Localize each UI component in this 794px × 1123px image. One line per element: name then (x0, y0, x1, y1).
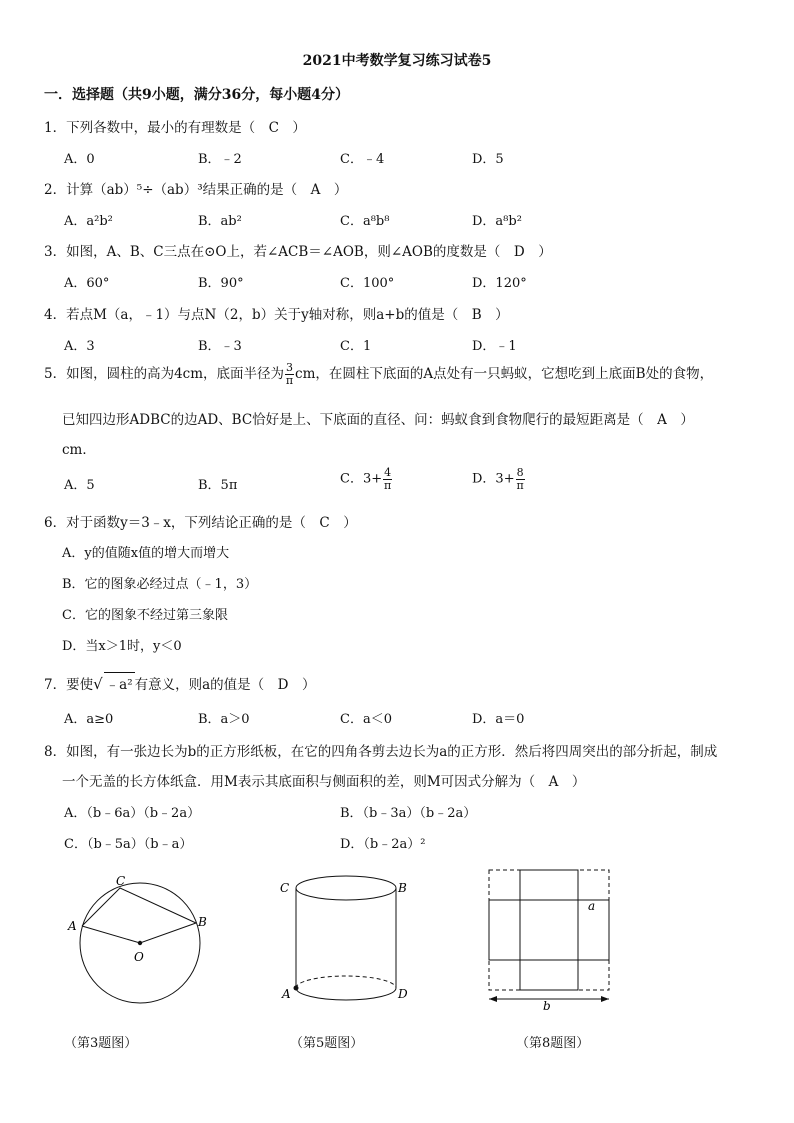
top-ellipse (296, 876, 396, 900)
question-5-option-a: A．5 (64, 478, 95, 493)
arrow-left (489, 996, 497, 1002)
question-8-option-d: D．（b﹣2a）² (340, 837, 426, 852)
question-2-option-a: A．a²b² (64, 214, 113, 229)
question-4-option-a: A．3 (64, 339, 95, 354)
question-3-option-d: D．120° (472, 276, 527, 291)
question-5-line-3: cm． (62, 442, 96, 458)
question-4-option-b: B．﹣3 (198, 339, 242, 354)
option-c-prefix: C．3+ (340, 471, 383, 487)
question-6-option-b: B．它的图象必经过点（﹣1，3） (62, 577, 258, 592)
radii-aob (82, 923, 196, 943)
fraction-numerator: 8 (516, 466, 524, 479)
question-4-option-c: C．1 (340, 339, 372, 354)
question-1-option-a: A．0 (64, 152, 95, 167)
fraction-denominator: π (516, 478, 524, 492)
label-a: A (282, 987, 291, 1001)
radius-fraction (285, 362, 294, 386)
outer-square (489, 870, 609, 990)
question-3-stem: 3．如图，A、B、C三点在⊙O上，若∠ACB＝∠AOB，则∠AOB的度数是（ D ） (44, 244, 552, 260)
question-5-stem-before: 5．如图，圆柱的高为4cm，底面半径为 (44, 366, 285, 382)
question-7-stem (44, 672, 316, 693)
question-3-option-b: B．90° (198, 276, 244, 291)
question-7-option-d: D．a＝0 (472, 712, 525, 727)
question-6-option-a: A．y的值随x值的增大而增大 (62, 546, 230, 561)
question-1-option-b: B．﹣2 (198, 152, 242, 167)
label-a: A (68, 919, 77, 933)
question-1-option-c: C．﹣4 (340, 152, 385, 167)
option-d-fraction (516, 467, 525, 491)
option-c-fraction (383, 467, 392, 491)
question-6-stem: 6．对于函数y＝3﹣x，下列结论正确的是（ C ） (44, 515, 357, 531)
label-b: B (198, 915, 207, 929)
figure-8-caption: （第8题图） (516, 1036, 590, 1051)
question-7-stem-before: 7．要使 (44, 677, 94, 693)
fraction-numerator: 3 (286, 361, 294, 375)
radicand: ﹣a² (104, 672, 135, 693)
question-1-stem: 1．下列各数中，最小的有理数是（ C ） (44, 120, 306, 136)
option-d-prefix: D．3+ (472, 471, 515, 487)
question-6-option-d: D．当x＞1时，y＜0 (62, 639, 182, 654)
radical-sign: √ (93, 675, 103, 693)
question-8-option-b: B．（b﹣3a）（b﹣2a） (340, 806, 477, 821)
question-2-option-c: C．a⁸b⁸ (340, 214, 390, 229)
question-6-option-c: C．它的图象不经过第三象限 (62, 608, 228, 623)
section-heading: 一．选择题（共9小题，满分36分，每小题4分） (44, 87, 349, 103)
page-title: 2021中考数学复习练习试卷5 (302, 53, 492, 69)
question-7-option-c: C．a＜0 (340, 712, 392, 727)
chords-acb (82, 888, 196, 926)
question-5-stem-after: cm，在圆柱下底面的A点处有一只蚂蚁，它想吃到上底面B处的食物， (295, 366, 714, 382)
point-a-dot (294, 986, 299, 991)
label-b: b (543, 999, 551, 1012)
label-b: B (398, 881, 407, 895)
question-8-line-1: 8．如图，有一张边长为b的正方形纸板，在它的四角各剪去边长为a的正方形．然后将四周突出的部分折起，制成 (44, 744, 718, 760)
center-point (138, 941, 142, 945)
figure-5-cylinder (276, 866, 416, 1016)
question-7-stem-after: 有意义，则a的值是（ D ） (134, 677, 316, 693)
label-c: C (280, 881, 290, 895)
fraction-denominator: π (384, 478, 392, 492)
question-5-option-c (340, 467, 393, 491)
label-a: a (588, 899, 596, 913)
question-4-stem: 4．若点M（a，﹣1）与点N（2，b）关于y轴对称，则a+b的值是（ B ） (44, 307, 509, 323)
question-8-line-2: 一个无盖的长方体纸盒．用M表示其底面积与侧面积的差，则M可因式分解为（ A ） (62, 774, 586, 790)
bottom-front-arc (296, 988, 396, 1000)
figure-8-square (480, 862, 620, 1012)
question-1-option-d: D．5 (472, 152, 504, 167)
arrow-right (601, 996, 609, 1002)
question-8-option-c: C．（b﹣5a）（b﹣a） (64, 837, 193, 852)
question-3-option-c: C．100° (340, 276, 395, 291)
question-5-line-1 (44, 362, 713, 387)
figure-5-caption: （第5题图） (290, 1036, 364, 1051)
question-7-option-b: B．a＞0 (198, 712, 250, 727)
fraction-numerator: 4 (384, 466, 392, 479)
question-2-stem: 2．计算（ab）⁵÷（ab）³结果正确的是（ A ） (44, 182, 348, 198)
question-5-line-2: 已知四边形ADBC的边AD、BC恰好是上、下底面的直径、问：蚂蚁食到食物爬行的最短距离是（ A ） (62, 412, 694, 428)
question-3-option-a: A．60° (64, 276, 110, 291)
question-5-option-b: B．5π (198, 478, 238, 493)
fraction-denominator: π (285, 374, 294, 387)
label-o: O (134, 950, 144, 964)
figure-3-caption: （第3题图） (64, 1036, 138, 1051)
bottom-back-arc (296, 976, 396, 988)
vertical-strip (520, 870, 578, 990)
label-d: D (398, 987, 408, 1001)
question-4-option-d: D．﹣1 (472, 339, 517, 354)
figure-3-circle (60, 868, 220, 1018)
question-2-option-d: D．a⁸b² (472, 214, 522, 229)
question-5-option-d (472, 467, 526, 491)
question-8-option-a: A．（b﹣6a）（b﹣2a） (64, 806, 201, 821)
question-7-option-a: A．a≥0 (64, 712, 114, 727)
label-c: C (116, 874, 126, 888)
question-2-option-b: B．ab² (198, 214, 242, 229)
